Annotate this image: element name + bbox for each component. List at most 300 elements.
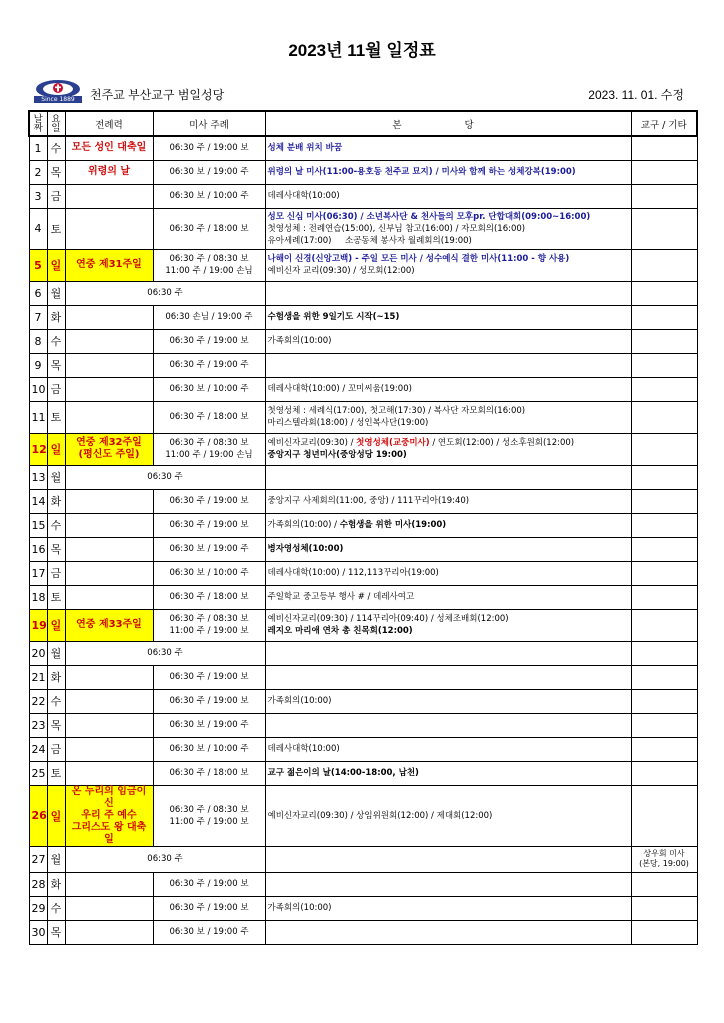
church-name: 천주교 부산교구 범일성당 (90, 88, 225, 102)
mass-line: 06:30 주 / 08:30 보 (169, 254, 249, 264)
content-line (268, 625, 629, 637)
etc-cell (631, 513, 697, 537)
mass-line: 06:30 주 / 19:00 보 (169, 879, 249, 889)
liturgy-cell (65, 896, 153, 920)
weekday-cell: 월 (47, 846, 65, 872)
schedule-row (29, 561, 697, 585)
etc-cell (631, 537, 697, 561)
schedule-row (29, 329, 697, 353)
mass-cell (153, 537, 265, 561)
day-cell: 28 (29, 872, 47, 896)
mass-line: 06:30 주 / 19:00 보 (169, 672, 249, 682)
etc-cell (631, 785, 697, 846)
schedule-row (29, 713, 697, 737)
mass-cell (153, 305, 265, 329)
content-text: 예비신자교리(09:30) / 상임위원회(12:00) / 제대회(12:00) (267, 810, 493, 821)
content-cell (265, 513, 631, 537)
etc-cell (631, 401, 697, 433)
content-cell (265, 208, 631, 249)
content-cell (265, 609, 631, 641)
content-cell (265, 785, 631, 846)
mass-line: 06:30 주 (147, 648, 183, 658)
content-text: 수험생을 위한 미사(19:00) (339, 520, 447, 530)
day-cell: 20 (29, 641, 47, 665)
content-line (268, 383, 629, 395)
mass-cell (153, 737, 265, 761)
weekday-cell: 토 (47, 401, 65, 433)
content-text: 마리스텔라회(18:00) / 성인복사단(19:00) (267, 418, 429, 428)
content-cell (265, 377, 631, 401)
weekday-cell: 수 (47, 513, 65, 537)
weekday-cell: 월 (47, 641, 65, 665)
content-text: 성체 분배 위치 바꿈 (267, 143, 343, 154)
weekday-cell: 수 (47, 689, 65, 713)
liturgy-cell (65, 537, 153, 561)
liturgy-cell (65, 872, 153, 896)
liturgy-cell (65, 665, 153, 689)
etc-cell (631, 305, 697, 329)
header-mass: 미사 주례 (153, 111, 265, 136)
liturgy-cell (65, 329, 153, 353)
mass-line: 11:00 주 / 19:00 보 (169, 626, 249, 636)
content-line (268, 437, 629, 449)
etc-cell (631, 920, 697, 944)
content-line (268, 166, 629, 178)
content-cell (265, 689, 631, 713)
schedule-row (29, 513, 697, 537)
content-line (268, 142, 629, 154)
mass-line: 06:30 보 / 19:00 주 (169, 544, 249, 554)
day-cell: 16 (29, 537, 47, 561)
content-cell (265, 489, 631, 513)
content-text: 첫영성체 : 세례식(17:00), 첫고해(17:30) / 복사단 자모회의(16:00) (267, 406, 526, 416)
weekday-cell: 월 (47, 465, 65, 489)
day-cell: 30 (29, 920, 47, 944)
content-cell (265, 329, 631, 353)
day-cell: 1 (29, 136, 47, 160)
content-cell (265, 537, 631, 561)
schedule-row (29, 208, 697, 249)
content-line (268, 767, 629, 779)
weekday-cell: 화 (47, 305, 65, 329)
content-text: 중앙지구 사제회의(11:00, 중앙) / 111꾸리아(19:40) (267, 496, 470, 506)
etc-cell (631, 377, 697, 401)
content-text: 유아세례(17:00) 소공동체 봉사자 월례회의(19:00) (267, 235, 472, 246)
content-text: / 연도회(12:00) / 성소후원회(12:00) (429, 438, 575, 448)
mass-line: 06:30 주 (147, 288, 183, 298)
mass-line: 06:30 주 / 19:00 보 (169, 696, 249, 706)
liturgy-cell (65, 401, 153, 433)
mass-line: 06:30 주 / 19:00 보 (169, 496, 249, 506)
etc-cell (631, 160, 697, 184)
content-cell (265, 561, 631, 585)
mass-line: 06:30 주 / 08:30 보 (169, 614, 249, 624)
content-text: 데레사대학(10:00) (267, 744, 340, 754)
content-line (268, 567, 629, 579)
content-text: 레지오 마리애 연차 총 친목회(12:00) (267, 626, 413, 636)
content-text: 교구 젊은이의 날(14:00-18:00, 남천) (267, 768, 419, 778)
liturgy-cell (65, 585, 153, 609)
mass-line: 06:30 주 / 19:00 보 (169, 520, 249, 530)
liturgy-cell (65, 920, 153, 944)
etc-cell (631, 281, 697, 305)
schedule-row (29, 465, 697, 489)
liturgy-cell (65, 561, 153, 585)
content-line (268, 311, 629, 323)
schedule-row (29, 761, 697, 785)
liturgy-cell (65, 761, 153, 785)
mass-line: 06:30 보 / 10:00 주 (169, 744, 249, 754)
etc-cell (631, 665, 697, 689)
schedule-row (29, 160, 697, 184)
schedule-body (29, 136, 697, 944)
day-cell: 12 (29, 433, 47, 465)
day-cell: 19 (29, 609, 47, 641)
schedule-row (29, 896, 697, 920)
content-line (268, 417, 629, 429)
content-text: 병자영성체(10:00) (267, 544, 344, 554)
mass-cell (153, 329, 265, 353)
content-text: 가족회의(10:00) (267, 336, 332, 346)
mass-line: 06:30 손님 / 19:00 주 (165, 312, 253, 322)
liturgy-cell: 연중 제33주일 (65, 609, 153, 641)
weekday-cell: 토 (47, 761, 65, 785)
content-text: 데레사대학(10:00) / 꼬미씨움(19:00) (267, 384, 412, 394)
liturgy-cell (65, 208, 153, 249)
weekday-cell: 일 (47, 609, 65, 641)
schedule-table (28, 110, 698, 945)
schedule-row (29, 641, 697, 665)
day-cell: 18 (29, 585, 47, 609)
content-cell (265, 465, 631, 489)
content-line (268, 810, 629, 822)
day-cell: 9 (29, 353, 47, 377)
content-cell (265, 920, 631, 944)
mass-cell (65, 846, 265, 872)
weekday-cell: 토 (47, 208, 65, 249)
mass-line: 11:00 주 / 19:00 보 (169, 816, 249, 827)
content-text: 가족회의(10:00) (267, 696, 332, 706)
content-line (268, 211, 629, 223)
etc-cell (631, 329, 697, 353)
content-text: 주일학교 중고등부 행사 # / 데레사여고 (267, 592, 415, 602)
mass-cell (153, 561, 265, 585)
content-line (268, 613, 629, 625)
mass-line: 06:30 주 (147, 472, 183, 482)
day-cell: 24 (29, 737, 47, 761)
content-text: 성모 신심 미사(06:30) / 소년복사단 & 천사들의 모후pr. 단합대회(09:00~16:00) (267, 211, 591, 222)
day-cell: 23 (29, 713, 47, 737)
mass-line: 06:30 주 (147, 854, 183, 864)
liturgy-cell: 연중 제32주일 (평신도 주일) (65, 433, 153, 465)
schedule-row (29, 433, 697, 465)
etc-cell (631, 896, 697, 920)
header-content: 본 당 (265, 111, 631, 136)
mass-line: 06:30 주 / 19:00 보 (169, 336, 249, 346)
day-cell: 26 (29, 785, 47, 846)
day-cell: 14 (29, 489, 47, 513)
weekday-cell: 금 (47, 561, 65, 585)
day-cell: 11 (29, 401, 47, 433)
content-cell (265, 433, 631, 465)
schedule-row (29, 585, 697, 609)
header-dow: 요일 (47, 111, 65, 136)
schedule-row (29, 249, 697, 281)
etc-cell (631, 737, 697, 761)
day-cell: 22 (29, 689, 47, 713)
schedule-row (29, 136, 697, 160)
content-cell (265, 136, 631, 160)
content-text: 첫영성체(교중미사) (356, 438, 430, 448)
day-cell: 25 (29, 761, 47, 785)
content-text: 예비신자교리(09:30) / 114꾸리아(09:40) / 성체조배회(12:00) (267, 614, 509, 624)
content-cell (265, 160, 631, 184)
day-cell: 27 (29, 846, 47, 872)
day-cell: 10 (29, 377, 47, 401)
day-cell: 29 (29, 896, 47, 920)
day-cell: 7 (29, 305, 47, 329)
logo-since-text: Since 1889 (34, 96, 82, 103)
liturgy-cell (65, 689, 153, 713)
etc-cell (631, 609, 697, 641)
schedule-row (29, 920, 697, 944)
etc-cell: 상우회 미사 (본당, 19:00) (631, 846, 697, 872)
content-text: 데레사대학(10:00) (267, 191, 340, 201)
liturgy-cell: 위령의 날 (65, 160, 153, 184)
day-cell: 21 (29, 665, 47, 689)
weekday-cell: 일 (47, 249, 65, 281)
mass-line: 06:30 주 / 08:30 보 (169, 804, 249, 815)
etc-cell (631, 208, 697, 249)
content-text: 나해이 신경(신앙고백) - 주일 모든 미사 / 성수예식 결한 미사(11:00 - 향 사용) (267, 254, 570, 264)
weekday-cell: 목 (47, 537, 65, 561)
content-line (268, 223, 629, 235)
content-text: 위령의 날 미사(11:00-용호동 천주교 묘지) / 미사와 함께 하는 성체강복(19:00) (267, 167, 576, 177)
mass-cell (153, 585, 265, 609)
etc-cell (631, 761, 697, 785)
day-cell: 2 (29, 160, 47, 184)
etc-cell (631, 465, 697, 489)
mass-cell (65, 465, 265, 489)
weekday-cell: 금 (47, 184, 65, 208)
etc-cell (631, 713, 697, 737)
mass-cell (153, 761, 265, 785)
etc-cell (631, 249, 697, 281)
mass-cell (153, 920, 265, 944)
schedule-row (29, 872, 697, 896)
liturgy-cell: 온 누리의 임금이신 우리 주 예수 그리스도 왕 대축일 (65, 785, 153, 846)
content-line (268, 405, 629, 417)
liturgy-cell (65, 713, 153, 737)
mass-cell (65, 641, 265, 665)
content-text: 데레사대학(10:00) / 112,113꾸리아(19:00) (267, 568, 439, 578)
mass-line: 06:30 주 / 18:00 보 (169, 768, 249, 778)
revision-date: 2023. 11. 01. 수정 (588, 88, 684, 102)
day-cell: 5 (29, 249, 47, 281)
schedule-row (29, 785, 697, 846)
content-line (268, 449, 629, 461)
liturgy-cell (65, 305, 153, 329)
mass-line: 06:30 보 / 19:00 주 (169, 927, 249, 937)
content-line (268, 190, 629, 202)
mass-cell (153, 689, 265, 713)
mass-cell (153, 713, 265, 737)
mass-cell (153, 896, 265, 920)
day-cell: 13 (29, 465, 47, 489)
schedule-row (29, 609, 697, 641)
mass-line: 06:30 주 / 08:30 보 (169, 438, 249, 448)
mass-line: 06:30 주 / 19:00 보 (169, 143, 249, 154)
day-cell: 3 (29, 184, 47, 208)
content-line (268, 335, 629, 347)
mass-cell (153, 433, 265, 465)
mass-line: 11:00 주 / 19:00 손님 (165, 450, 253, 460)
liturgy-cell (65, 489, 153, 513)
mass-line: 06:30 보 / 10:00 주 (169, 384, 249, 394)
weekday-cell: 수 (47, 329, 65, 353)
schedule-row (29, 665, 697, 689)
weekday-cell: 금 (47, 737, 65, 761)
mass-cell (153, 609, 265, 641)
content-cell (265, 761, 631, 785)
liturgy-cell (65, 737, 153, 761)
etc-cell (631, 184, 697, 208)
etc-cell (631, 433, 697, 465)
mass-line: 06:30 주 / 18:00 보 (169, 592, 249, 602)
liturgy-cell (65, 184, 153, 208)
mass-cell (153, 489, 265, 513)
content-cell (265, 846, 631, 872)
mass-cell (153, 136, 265, 160)
weekday-cell: 수 (47, 896, 65, 920)
content-cell (265, 872, 631, 896)
content-line (268, 519, 629, 531)
day-cell: 8 (29, 329, 47, 353)
weekday-cell: 금 (47, 377, 65, 401)
etc-cell (631, 136, 697, 160)
page-title: 2023년 11월 일정표 (288, 41, 436, 60)
mass-cell (153, 249, 265, 281)
liturgy-cell: 모든 성인 대축일 (65, 136, 153, 160)
weekday-cell: 목 (47, 353, 65, 377)
mass-line: 06:30 주 / 19:00 주 (169, 360, 249, 370)
mass-line: 06:30 주 / 18:00 보 (169, 412, 249, 422)
weekday-cell: 월 (47, 281, 65, 305)
mass-line: 06:30 보 / 10:00 주 (169, 191, 249, 201)
content-line (268, 265, 629, 277)
mass-line: 06:30 주 / 18:00 보 (169, 223, 249, 234)
mass-cell (153, 872, 265, 896)
weekday-cell: 일 (47, 433, 65, 465)
content-line (268, 235, 629, 247)
mass-cell (153, 160, 265, 184)
liturgy-cell: 연중 제31주일 (65, 249, 153, 281)
content-cell (265, 249, 631, 281)
etc-cell (631, 641, 697, 665)
schedule-row (29, 537, 697, 561)
mass-line: 06:30 보 / 10:00 주 (169, 568, 249, 578)
content-cell (265, 184, 631, 208)
weekday-cell: 수 (47, 136, 65, 160)
etc-cell (631, 561, 697, 585)
mass-cell (153, 665, 265, 689)
etc-cell (631, 489, 697, 513)
etc-cell (631, 353, 697, 377)
content-line (268, 495, 629, 507)
schedule-row (29, 377, 697, 401)
content-text: 예비신자 교리(09:30) / 성모회(12:00) (267, 266, 415, 276)
header-etc: 교구 / 기타 (631, 111, 697, 136)
mass-cell (153, 785, 265, 846)
schedule-row (29, 184, 697, 208)
schedule-row (29, 305, 697, 329)
content-text: 첫영성체 : 전례연습(15:00), 신부님 참고(16:00) / 자모회의(16:00) (267, 223, 526, 234)
content-cell (265, 641, 631, 665)
weekday-cell: 화 (47, 489, 65, 513)
mass-cell (153, 353, 265, 377)
schedule-row (29, 689, 697, 713)
content-cell (265, 737, 631, 761)
etc-cell (631, 585, 697, 609)
mass-line: 06:30 보 / 19:00 주 (169, 167, 249, 177)
content-text: 가족회의(10:00) (267, 903, 332, 913)
day-cell: 4 (29, 208, 47, 249)
mass-cell (153, 377, 265, 401)
day-cell: 6 (29, 281, 47, 305)
schedule-row (29, 281, 697, 305)
content-line (268, 591, 629, 603)
content-line (268, 743, 629, 755)
content-text: 중앙지구 청년미사(중앙성당 19:00) (267, 450, 407, 460)
schedule-row (29, 737, 697, 761)
mass-cell (65, 281, 265, 305)
weekday-cell: 일 (47, 785, 65, 846)
weekday-cell: 토 (47, 585, 65, 609)
mass-line: 06:30 주 / 19:00 보 (169, 903, 249, 913)
schedule-row (29, 846, 697, 872)
mass-line: 06:30 보 / 19:00 주 (169, 720, 249, 730)
schedule-row (29, 353, 697, 377)
day-cell: 17 (29, 561, 47, 585)
mass-cell (153, 208, 265, 249)
mass-cell (153, 401, 265, 433)
content-line (268, 902, 629, 914)
content-line (268, 253, 629, 265)
etc-cell (631, 689, 697, 713)
content-cell (265, 305, 631, 329)
content-cell (265, 585, 631, 609)
weekday-cell: 목 (47, 713, 65, 737)
weekday-cell: 목 (47, 160, 65, 184)
content-cell (265, 665, 631, 689)
content-cell (265, 281, 631, 305)
mass-cell (153, 513, 265, 537)
liturgy-cell (65, 377, 153, 401)
weekday-cell: 화 (47, 872, 65, 896)
content-cell (265, 353, 631, 377)
liturgy-cell (65, 513, 153, 537)
content-cell (265, 896, 631, 920)
header-liturgy: 전례력 (65, 111, 153, 136)
content-text: 수험생을 위한 9일기도 시작(~15) (267, 312, 400, 322)
weekday-cell: 화 (47, 665, 65, 689)
liturgy-cell (65, 353, 153, 377)
content-line (268, 695, 629, 707)
content-cell (265, 401, 631, 433)
mass-line: 11:00 주 / 19:00 손님 (165, 266, 253, 276)
schedule-row (29, 401, 697, 433)
content-text: 예비신자교리(09:30) / (267, 438, 357, 448)
